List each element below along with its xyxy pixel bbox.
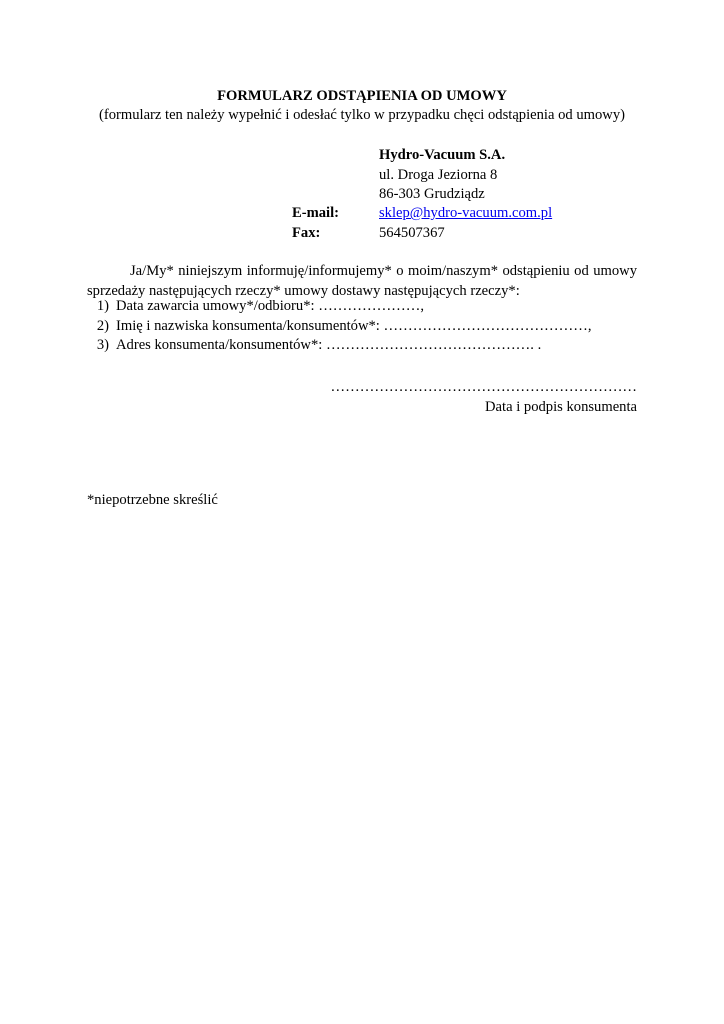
email-label: E-mail:	[292, 205, 340, 221]
company-name: Hydro-Vacuum S.A.	[379, 147, 506, 163]
list-item	[87, 335, 647, 355]
company-address-block	[379, 145, 505, 204]
list-item	[87, 296, 647, 316]
company-street: ul. Droga Jeziorna 8	[379, 166, 498, 183]
list-item-text: Adres konsumenta/konsumentów*: ……………………………………. .	[116, 337, 542, 353]
document-subtitle: (formularz ten należy wypełnić i odesłać tylko w przypadku chęci odstąpienia od umowy)	[98, 107, 625, 123]
footnote: *niepotrzebne skreślić	[87, 492, 218, 508]
company-city: 86-303 Grudziądz	[379, 186, 485, 202]
list-item-number: 3)	[96, 337, 109, 353]
statement-text: Ja/My* niniejszym informuję/informujemy* o moim/naszym* odstąpieniu od umowy sprzedaży następujących rzeczy* umowy dostawy następujących rzeczy*:	[87, 263, 637, 299]
signature-block	[331, 377, 637, 416]
list-item-text: Imię i nazwiska konsumenta/konsumentów*: ……………………………………,	[116, 317, 592, 334]
email-link[interactable]: sklep@hydro-vacuum.com.pl	[379, 205, 553, 221]
list-item	[87, 316, 647, 336]
details-list	[87, 296, 647, 355]
fax-label: Fax:	[292, 224, 321, 241]
list-item-number: 1)	[96, 298, 109, 314]
signature-line: ………………………………………………………	[330, 379, 637, 395]
list-item-number: 2)	[96, 317, 109, 334]
signature-label: Data i podpis konsumenta	[485, 398, 637, 415]
withdrawal-statement	[87, 261, 637, 301]
list-item-text: Data zawarcia umowy*/odbioru*: …………………,	[116, 298, 425, 314]
document-title: FORMULARZ ODSTĄPIENIA OD UMOWY	[217, 88, 507, 104]
fax-number: 564507367	[379, 224, 445, 241]
contact-values	[379, 203, 552, 242]
contact-labels	[292, 203, 339, 242]
